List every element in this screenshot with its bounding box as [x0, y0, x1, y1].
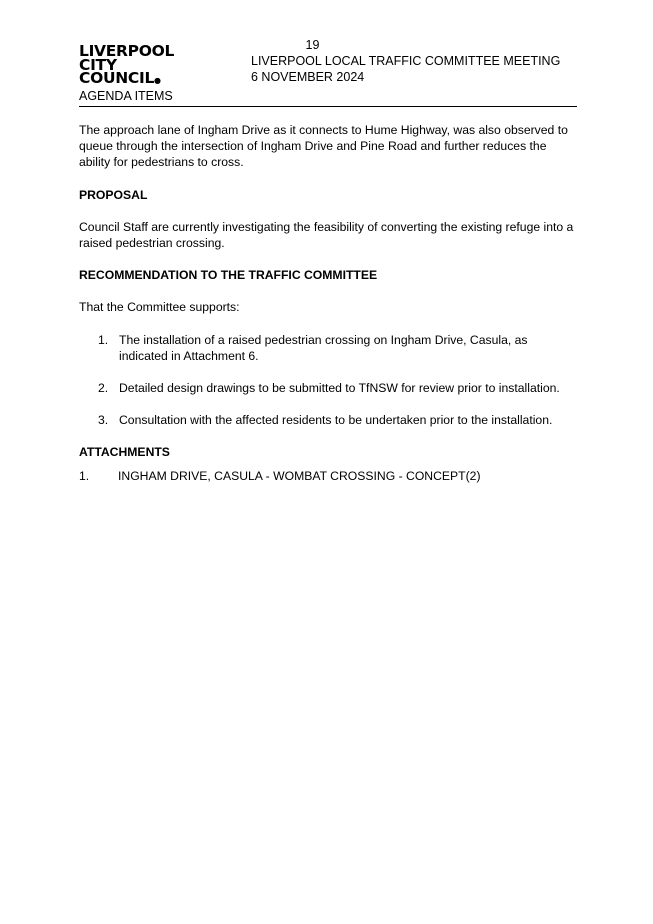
- recommendation-text: The installation of a raised pedestrian crossing on Ingham Drive, Casula, as indicated in Attachment 6.: [119, 332, 528, 363]
- council-logo: [79, 42, 175, 88]
- section-label: AGENDA ITEMS: [79, 89, 173, 103]
- recommendation-text: Detailed design drawings to be submitted to TfNSW for review prior to installation.: [119, 381, 560, 396]
- intro-paragraph: The approach lane of Ingham Drive as it connects to Hume Highway, was also observed to queue through the intersection of Ingham Drive and Pine Road and further reduces the ability for pedestrians to cross.: [79, 123, 568, 170]
- proposal-heading: PROPOSAL: [79, 187, 148, 202]
- document-body: [79, 122, 579, 484]
- logo-line-3: COUNCIL: [79, 69, 155, 87]
- logo-mark-icon: ●: [154, 76, 161, 85]
- attachment-number: 1.: [79, 468, 90, 483]
- recommendation-number: 1.: [98, 332, 109, 347]
- attachments-heading: ATTACHMENTS: [79, 445, 170, 460]
- recommendation-item: [79, 380, 579, 396]
- recommendation-intro: That the Committee supports:: [79, 300, 240, 315]
- logo-line-2: CITY: [79, 55, 117, 74]
- meeting-info: [251, 53, 560, 85]
- recommendation-item: [79, 412, 579, 428]
- meeting-title: LIVERPOOL LOCAL TRAFFIC COMMITTEE MEETING: [251, 54, 561, 68]
- recommendation-text: Consultation with the affected residents to be undertaken prior to the installation.: [119, 413, 553, 428]
- attachment-item: [79, 468, 579, 484]
- recommendation-item: [79, 332, 579, 364]
- page-number: 19: [305, 38, 320, 52]
- logo-line-1: LIVERPOOL: [79, 42, 175, 60]
- attachment-title: INGHAM DRIVE, CASULA - WOMBAT CROSSING - CONCEPT(2): [118, 468, 481, 483]
- meeting-date: 6 NOVEMBER 2024: [251, 70, 365, 84]
- recommendation-number: 3.: [98, 413, 109, 428]
- recommendation-list: [79, 332, 579, 429]
- proposal-text: Council Staff are currently investigating the feasibility of converting the existing refuge into a raised pedestrian crossing.: [79, 219, 574, 251]
- recommendation-heading: RECOMMENDATION TO THE TRAFFIC COMMITTEE: [79, 268, 378, 283]
- recommendation-number: 2.: [98, 381, 109, 396]
- header-divider: [79, 106, 577, 107]
